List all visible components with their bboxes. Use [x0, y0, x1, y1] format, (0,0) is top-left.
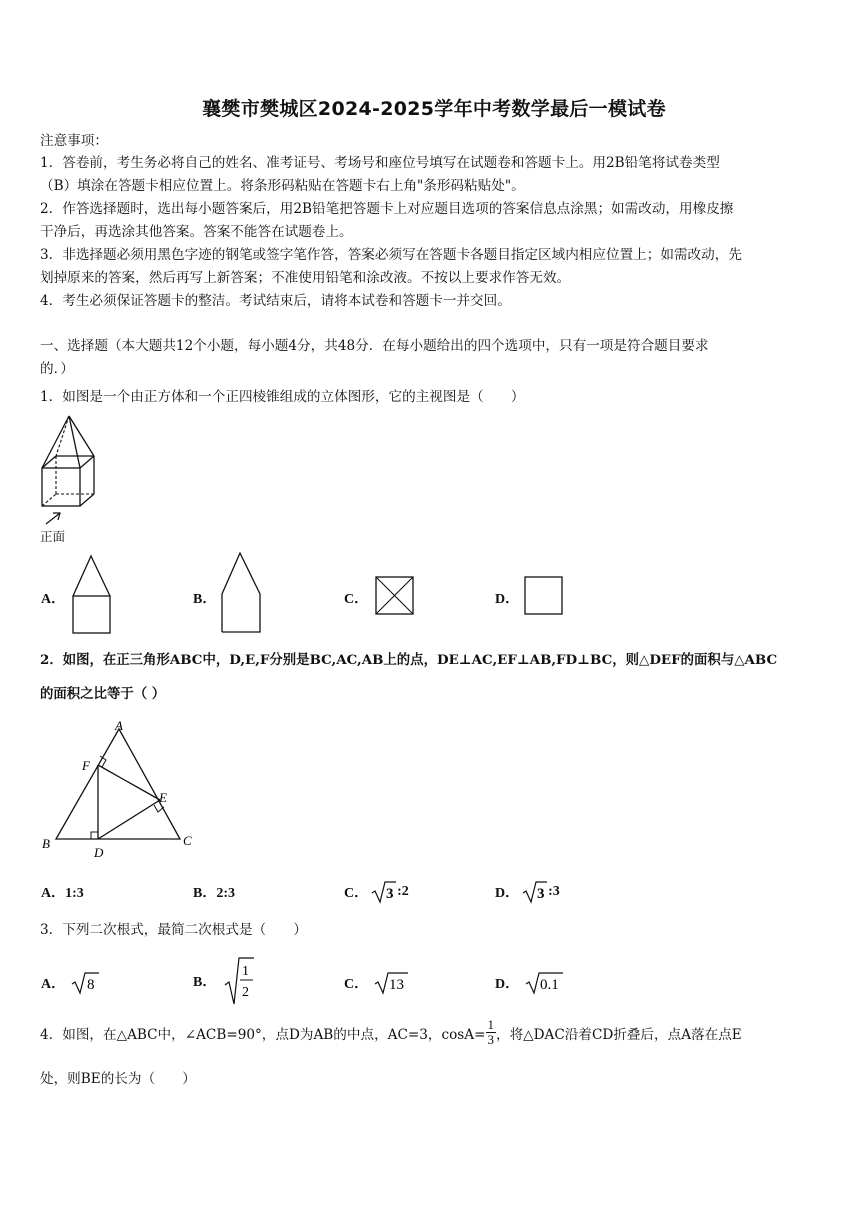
notice-line: 3．非选择题必须用黑色字迹的钢笔或签字笔作答，答案必须写在答题卡各题目指定区域内相应位置上；如需改动，先: [40, 247, 742, 263]
section-heading: 一、选择题（本大题共12个小题，每小题4分，共48分．在每小题给出的四个选项中，只有一项是符合题目要求: [40, 338, 709, 354]
svg-text:2: 2: [242, 985, 250, 1000]
svg-text:8: 8: [87, 977, 95, 993]
radical-sign-icon: [374, 970, 410, 996]
q4-stem-part-b: ，将△DAC沿着CD折叠后，点A落在点E: [496, 1026, 742, 1043]
front-view-label: 正面: [40, 529, 66, 544]
vertex-c-label: C: [183, 833, 192, 848]
notice-line: 划掉原来的答案，然后再写上新答案；不准使用铅笔和涂改液。不按以上要求作答无效。: [40, 270, 571, 286]
q3-option-d: D． 0.1: [495, 970, 565, 996]
question-2-stem: 2．如图，在正三角形ABC中，D,E,F分别是BC,AC,AB上的点，DE⊥AC,EF⊥AB,FD⊥BC，则△DEF的面积与△ABC: [40, 652, 778, 668]
q3-option-b: B． 1 2: [193, 955, 256, 1007]
q2-option-a: A．1:3: [41, 886, 84, 901]
radical-sign-icon: [71, 970, 101, 996]
question-4-stem: [40, 1018, 830, 1047]
svg-text:3: 3: [386, 886, 394, 902]
svg-text:3: 3: [537, 886, 545, 902]
question-3-stem: 3．下列二次根式，最简二次根式是（ ）: [40, 922, 307, 938]
notice-line: 干净后，再选涂其他答案。答案不能答在试题卷上。: [40, 224, 353, 240]
svg-text:13: 13: [389, 977, 405, 993]
vertex-e-label: E: [159, 790, 167, 805]
q3-option-a: A． 8: [41, 970, 101, 996]
cos-fraction: $\frac{1}{3}$: [487, 1017, 494, 1047]
question-1-stem: 1．如图是一个由正方体和一个正四棱锥组成的立体图形，它的主视图是（ ）: [40, 389, 525, 405]
radical-sign-icon: [525, 970, 565, 996]
notice-line: 1．答卷前，考生务必将自己的姓名、准考证号、考场号和座位号填写在试题卷和答题卡上。用2B铅笔将试卷类型: [40, 155, 720, 171]
svg-text:1: 1: [242, 964, 250, 979]
vertex-a-label: A: [115, 718, 123, 733]
question-4-stem-cont: 处，则BE的长为（ ）: [40, 1071, 196, 1087]
q3-option-c: C． 13: [344, 970, 410, 996]
q1-option-b-label: B．: [193, 592, 217, 607]
q2-option-b: B．2:3: [193, 886, 236, 901]
q1-option-d-label: D．: [495, 592, 520, 607]
q2-option-c: C． 3 :2: [344, 880, 409, 904]
q2-option-d: D． 3 :3: [495, 880, 560, 904]
q1-option-b-figure: [218, 550, 268, 636]
radical-sign-icon: [522, 880, 548, 904]
question-2-stem-cont: 的面积之比等于（ ）: [40, 686, 166, 702]
q4-stem-part-a: 4．如图，在△ABC中，∠ACB=90°，点D为AB的中点，AC=3，cosA=: [40, 1026, 486, 1043]
vertex-f-label: F: [82, 758, 90, 773]
notice-heading: 注意事项：: [40, 133, 108, 149]
notice-line: 4．考生必须保证答题卡的整洁。考试结束后，请将本试卷和答题卡一并交回。: [40, 293, 511, 309]
svg-text:0.1: 0.1: [540, 977, 559, 993]
section-heading-cont: 的．）: [40, 361, 74, 377]
notice-line: （B）填涂在答题卡相应位置上。将条形码粘贴在答题卡右上角"条形码粘贴处"。: [40, 178, 525, 194]
page-title: 襄樊市樊城区2024-2025学年中考数学最后一模试卷: [202, 98, 666, 120]
vertex-b-label: B: [42, 836, 50, 851]
radical-sign-icon: [224, 955, 256, 1007]
vertex-d-label: D: [94, 845, 104, 860]
q1-option-a-label: A．: [41, 592, 66, 607]
q1-option-d-figure: [523, 575, 565, 617]
q1-option-a-figure: [70, 554, 115, 636]
notice-line: 2．作答选择题时，选出每小题答案后，用2B铅笔把答题卡上对应题目选项的答案信息点涂黑；如需改动，用橡皮擦: [40, 201, 734, 217]
q2-triangle-figure: [38, 716, 198, 862]
radical-sign-icon: [371, 880, 397, 904]
q1-option-c-figure: [374, 575, 416, 617]
q1-option-c-label: C．: [344, 592, 369, 607]
